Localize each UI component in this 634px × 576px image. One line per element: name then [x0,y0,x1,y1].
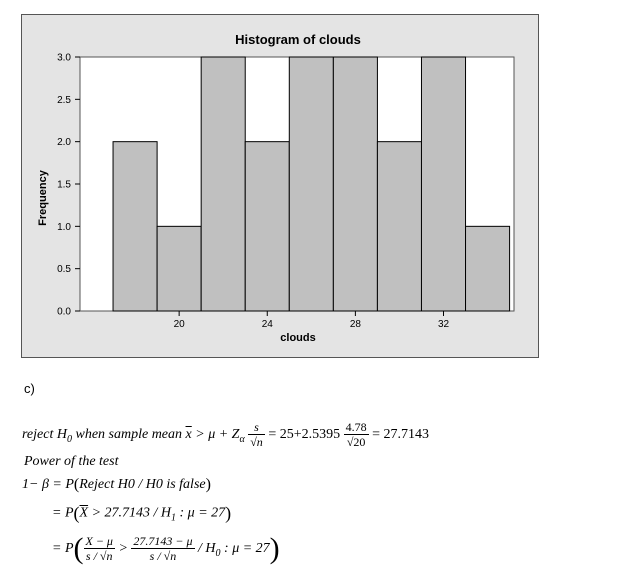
x-tick-label: 32 [437,319,450,330]
histogram-bar [377,142,421,311]
line1-arg: Reject H0 / H0 is false [79,477,206,493]
y-tick-label: 0.0 [57,306,71,318]
part-label: c) [24,381,35,396]
frac2-den: √20 [346,435,366,449]
line3-lhs: = P [52,541,74,557]
histogram-bar [157,226,201,311]
reject-h-sub: 0 [66,434,72,446]
gt-sign: > [118,541,128,557]
power-line-1: 1− β = P(Reject H0 / H0 is false) [22,476,211,493]
x-bar: $\overline{x}$ [185,427,192,443]
histogram-bar [421,57,465,311]
fraction-478-over-root-20 [344,421,369,449]
line2-arg: > 27.7143 / H [88,505,172,521]
reject-h: H [56,427,67,443]
x-tick-label: 24 [261,319,273,330]
histogram-bar [333,57,377,311]
reject-prefix: reject [22,427,54,443]
line3-tail: / H [198,541,216,557]
histogram-figure [21,14,539,358]
x-axis-label: clouds [280,332,316,344]
histogram-bar [245,142,289,311]
y-tick-label: 2.0 [57,137,71,149]
reject-rule [22,421,429,449]
eq1: = 25+2.5395 [268,427,341,443]
frac3-num: X − μ [85,534,113,548]
eq1-result: = 27.7143 [372,427,430,443]
y-tick-label: 0.5 [57,264,71,276]
reject-mid: when sample mean [75,427,183,443]
fraction-crit-minus-mu [131,535,194,563]
frac4-den: s / √n [149,549,177,563]
power-heading: Power of the test [24,454,119,469]
y-tick-label: 1.5 [57,179,71,191]
histogram-bar [289,57,333,311]
frac2-num: 4.78 [345,420,367,434]
power-line-2: = $P(\overline{X} > 27.7143 / H_1$ : μ = 27) [52,503,232,524]
y-tick-label: 2.5 [57,94,71,106]
histogram-bar [113,142,157,311]
y-tick-label: 1.0 [57,221,71,233]
chart-title: Histogram of clouds [235,32,361,47]
fraction-xbar-minus-mu [84,535,115,563]
line2-xbar: $\overline{X}$ [79,505,89,521]
line3-sub: 0 [215,548,221,560]
histogram-chart [22,15,540,359]
fraction-s-over-root-n [248,421,265,449]
line1-lhs: 1− β = P [22,477,74,493]
reject-ineq: > μ + Z [195,427,240,443]
frac1-num: s [248,421,265,435]
frac3-den: s / √n [85,549,113,563]
power-line-3: = P( $\frac{X - \mu}{s / √n}$ > $\frac{27.7143 - \mu}{s / √n}$ / $H_0$ : μ = 27) [52,532,280,565]
x-tick-label: 28 [349,319,361,330]
y-tick-label: 3.0 [57,52,71,64]
frac4-num: 27.7143 − μ [133,534,193,548]
line2-tail: : μ = 27 [176,505,226,521]
y-axis-label: Frequency [37,170,49,226]
histogram-bar [466,226,510,311]
histogram-bar [201,57,245,311]
frac1-den: √n [250,435,263,449]
x-tick-label: 20 [173,319,185,330]
z-sub: α [239,434,245,446]
line2-lhs: = P [52,505,74,521]
line3-tail-b: : μ = 27 [220,541,270,557]
line2-sub: 1 [171,512,177,524]
